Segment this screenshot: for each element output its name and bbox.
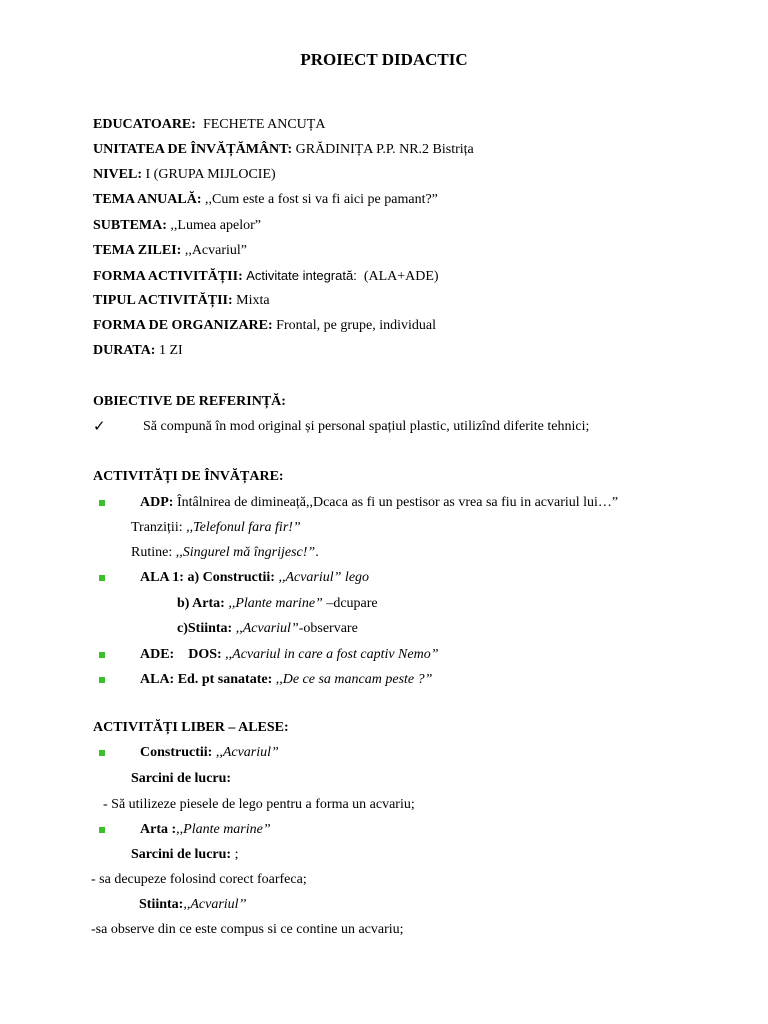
info-subtema	[93, 218, 261, 234]
info-label: FORMA DE ORGANIZARE:	[93, 318, 273, 333]
objectives-heading	[93, 394, 286, 410]
activity-text: ,,Plante marine”	[176, 822, 271, 837]
activity-text: ,,Acvariul’’	[183, 897, 247, 912]
activity-label: Tranziții:	[131, 520, 183, 535]
free-sarcini-1	[131, 771, 231, 787]
info-label: UNITATEA DE ÎNVĂȚĂMÂNT:	[93, 142, 293, 157]
info-nivel	[93, 167, 276, 183]
free-stiinta	[139, 897, 246, 913]
tasks-label-tail: ;	[234, 847, 239, 862]
info-forma-activitatii	[93, 268, 439, 285]
activity-text: ,,De ce sa mancam peste ?”	[275, 672, 433, 687]
info-value: GRĂDINIȚA P.P. NR.2 Bistrița	[295, 142, 474, 157]
info-value: Frontal, pe grupe, individual	[276, 318, 436, 333]
info-value: Activitate integrată:	[246, 268, 357, 283]
info-value: Mixta	[236, 293, 270, 308]
free-constructii	[140, 745, 279, 761]
info-unitatea	[93, 142, 474, 158]
activity-text-extra: -observare	[298, 621, 358, 636]
free-activities-heading	[93, 720, 289, 736]
info-label: SUBTEMA:	[93, 218, 167, 233]
activity-text-end: .	[315, 545, 319, 560]
info-durata	[93, 343, 183, 359]
activity-text: ,,Singurel mă îngrijesc!”	[175, 545, 316, 560]
activity-tranzitii	[131, 520, 301, 536]
activity-label: ALA 1: a) Constructii:	[140, 570, 275, 585]
info-value-2: (ALA+ADE)	[363, 269, 439, 284]
info-tipul-activitatii	[93, 293, 270, 309]
activity-label: ALA: Ed. pt sanatate:	[140, 672, 273, 687]
info-value: ,,Acvariul”	[184, 243, 248, 258]
info-tema-zilei	[93, 243, 247, 259]
activity-label: c)Stiinta:	[177, 621, 233, 636]
info-label: TEMA ZILEI:	[93, 243, 182, 258]
activity-adp	[140, 495, 618, 511]
square-bullet-icon	[99, 500, 105, 506]
info-label: TEMA ANUALĂ:	[93, 192, 202, 207]
info-forma-organizare	[93, 318, 436, 334]
tasks-label: Sarcini de lucru:	[131, 771, 232, 786]
info-value: ,,Lumea apelor”	[170, 218, 261, 233]
square-bullet-icon	[99, 652, 105, 658]
check-icon: ✓	[93, 417, 106, 435]
tasks-label: Sarcini de lucru:	[131, 847, 232, 862]
activity-text: ,,Acvariul”	[235, 621, 299, 636]
info-value: I (GRUPA MIJLOCIE)	[145, 167, 276, 182]
activity-label: ADP:	[140, 495, 174, 510]
activity-text: ,,Telefonul fara fir!”	[186, 520, 301, 535]
square-bullet-icon	[99, 575, 105, 581]
free-task-2: - sa decupeze folosind corect foarfeca;	[91, 872, 307, 887]
activity-label: b) Arta:	[177, 596, 225, 611]
activity-text: ,,Acvariul in care a fost captiv Nemo”	[225, 647, 439, 662]
info-label: NIVEL:	[93, 167, 143, 182]
activity-label: Stiinta:	[139, 897, 184, 912]
info-value: ,,Cum este a fost si va fi aici pe pamant?”	[205, 192, 438, 207]
activity-rutine	[131, 545, 319, 561]
page-title: PROIECT DIDACTIC	[300, 50, 468, 69]
square-bullet-icon	[99, 827, 105, 833]
activity-label: ADE: DOS:	[140, 647, 222, 662]
info-educatoare	[93, 117, 325, 133]
activity-arta	[177, 596, 378, 612]
objective-item: Să compună în mod original și personal spațiul plastic, utilizînd diferite tehnici;	[143, 419, 590, 434]
section-heading: ACTIVITĂȚI DE ÎNVĂȚARE:	[93, 469, 284, 484]
activity-ala	[140, 672, 432, 688]
info-label: FORMA ACTIVITĂȚII:	[93, 269, 243, 284]
activity-text: ,,Acvariul” lego	[278, 570, 370, 585]
activities-heading	[93, 469, 284, 485]
free-task-3: -sa observe din ce este compus si ce contine un acvariu;	[91, 922, 404, 937]
info-value: FECHETE ANCUȚA	[202, 117, 326, 132]
activity-label: Arta :	[140, 822, 177, 837]
activity-ade	[140, 647, 439, 663]
section-heading: ACTIVITĂȚI LIBER – ALESE:	[93, 720, 289, 735]
info-tema-anuala	[93, 192, 438, 208]
activity-text: Întâlnirea de dimineață,,Dcaca as fi un pestisor as vrea sa fiu in acvariul lui…”	[176, 495, 619, 510]
activity-ala1	[140, 570, 369, 586]
info-label: EDUCATOARE:	[93, 117, 196, 132]
info-label: DURATA:	[93, 343, 156, 358]
activity-text-extra: –dcupare	[326, 596, 378, 611]
section-heading: OBIECTIVE DE REFERINȚĂ:	[93, 394, 286, 409]
square-bullet-icon	[99, 677, 105, 683]
activity-label: Constructii:	[140, 745, 213, 760]
activity-text: ,,Acvariul”	[215, 745, 279, 760]
free-arta	[140, 822, 271, 838]
activity-label: Rutine:	[131, 545, 173, 560]
free-task-1: - Să utilizeze piesele de lego pentru a forma un acvariu;	[103, 797, 415, 812]
free-sarcini-2	[131, 847, 238, 863]
activity-stiinta	[177, 621, 358, 637]
square-bullet-icon	[99, 750, 105, 756]
info-label: TIPUL ACTIVITĂȚII:	[93, 293, 233, 308]
activity-text: ,,Plante marine”	[228, 596, 323, 611]
info-value: 1 ZI	[158, 343, 183, 358]
